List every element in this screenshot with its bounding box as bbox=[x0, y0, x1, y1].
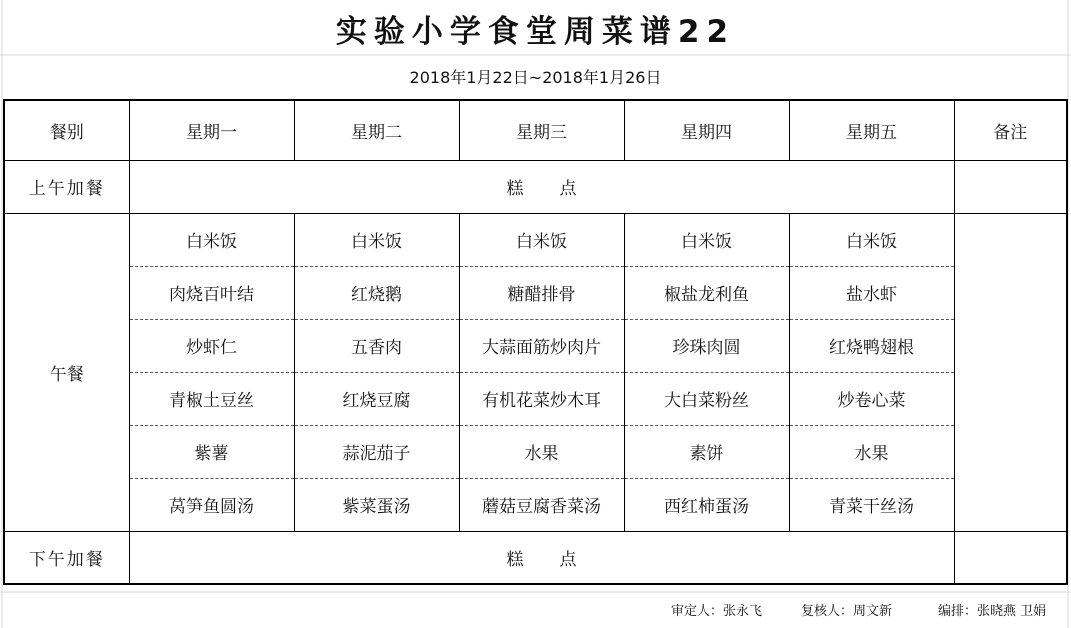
date-range: 2018年1月22日~2018年1月26日 bbox=[409, 67, 662, 87]
lunch-dish: 椒盐龙利鱼 bbox=[624, 266, 789, 319]
header-day-4: 星期四 bbox=[624, 100, 789, 160]
afternoon-snack-remark bbox=[954, 531, 1067, 584]
lunch-dish: 有机花菜炒木耳 bbox=[459, 372, 624, 425]
reviewer-text: 复核人：周文新 bbox=[801, 604, 893, 619]
afternoon-snack-label: 下午加餐 bbox=[4, 531, 129, 584]
morning-snack-content bbox=[129, 160, 954, 213]
header-day-2: 星期二 bbox=[294, 100, 459, 160]
header-day-1: 星期一 bbox=[129, 100, 294, 160]
lunch-label: 午餐 bbox=[4, 213, 129, 531]
lunch-dish: 素饼 bbox=[624, 425, 789, 478]
afternoon-snack-text-1: 糕 bbox=[506, 549, 524, 570]
lunch-dish: 水果 bbox=[789, 425, 954, 478]
lunch-dish: 莴笋鱼圆汤 bbox=[129, 478, 294, 531]
header-day-3: 星期三 bbox=[459, 100, 624, 160]
lunch-dish: 五香肉 bbox=[294, 319, 459, 372]
lunch-dish: 西红柿蛋汤 bbox=[624, 478, 789, 531]
lunch-dish: 白米饭 bbox=[789, 213, 954, 266]
lunch-dish: 红烧鸭翅根 bbox=[789, 319, 954, 372]
lunch-dish: 紫菜蛋汤 bbox=[294, 478, 459, 531]
lunch-row bbox=[4, 319, 1067, 372]
afternoon-snack-text-2: 点 bbox=[559, 549, 577, 570]
header-meal: 餐别 bbox=[4, 100, 129, 160]
lunch-dish: 白米饭 bbox=[459, 213, 624, 266]
lunch-dish: 红烧豆腐 bbox=[294, 372, 459, 425]
morning-snack-row bbox=[4, 160, 1067, 213]
morning-snack-remark bbox=[954, 160, 1067, 213]
morning-snack-text-2: 点 bbox=[559, 179, 577, 199]
lunch-dish: 紫薯 bbox=[129, 425, 294, 478]
lunch-dish: 蒜泥茄子 bbox=[294, 425, 459, 478]
lunch-dish: 青椒土豆丝 bbox=[129, 372, 294, 425]
lunch-dish: 肉烧百叶结 bbox=[129, 266, 294, 319]
lunch-row bbox=[4, 213, 1067, 266]
lunch-dish: 大蒜面筋炒肉片 bbox=[459, 319, 624, 372]
editor-text: 编排：张晓燕 卫娟 bbox=[938, 604, 1047, 619]
signature-footer bbox=[0, 596, 1071, 622]
menu-title: 实验小学食堂周菜谱22 bbox=[335, 13, 736, 50]
afternoon-snack-row bbox=[4, 531, 1067, 584]
lunch-row bbox=[4, 372, 1067, 425]
lunch-dish: 白米饭 bbox=[294, 213, 459, 266]
header-row bbox=[4, 100, 1067, 160]
lunch-dish: 盐水虾 bbox=[789, 266, 954, 319]
morning-snack-label: 上午加餐 bbox=[4, 160, 129, 213]
lunch-dish: 红烧鹅 bbox=[294, 266, 459, 319]
lunch-dish: 青菜干丝汤 bbox=[789, 478, 954, 531]
weekly-menu-table bbox=[3, 99, 1068, 585]
header-day-5: 星期五 bbox=[789, 100, 954, 160]
approver-text: 审定人：张永飞 bbox=[671, 604, 763, 619]
lunch-dish: 糖醋排骨 bbox=[459, 266, 624, 319]
lunch-dish: 炒虾仁 bbox=[129, 319, 294, 372]
lunch-dish: 珍珠肉圆 bbox=[624, 319, 789, 372]
lunch-remark bbox=[954, 213, 1067, 531]
lunch-row bbox=[4, 478, 1067, 531]
lunch-dish: 蘑菇豆腐香菜汤 bbox=[459, 478, 624, 531]
lunch-row bbox=[4, 266, 1067, 319]
lunch-dish: 大白菜粉丝 bbox=[624, 372, 789, 425]
lunch-dish: 水果 bbox=[459, 425, 624, 478]
afternoon-snack-content bbox=[129, 531, 954, 584]
lunch-dish: 白米饭 bbox=[624, 213, 789, 266]
lunch-row bbox=[4, 425, 1067, 478]
header-remark: 备注 bbox=[954, 100, 1067, 160]
lunch-dish: 白米饭 bbox=[129, 213, 294, 266]
morning-snack-text-1: 糕 bbox=[506, 179, 524, 199]
lunch-dish: 炒卷心菜 bbox=[789, 372, 954, 425]
